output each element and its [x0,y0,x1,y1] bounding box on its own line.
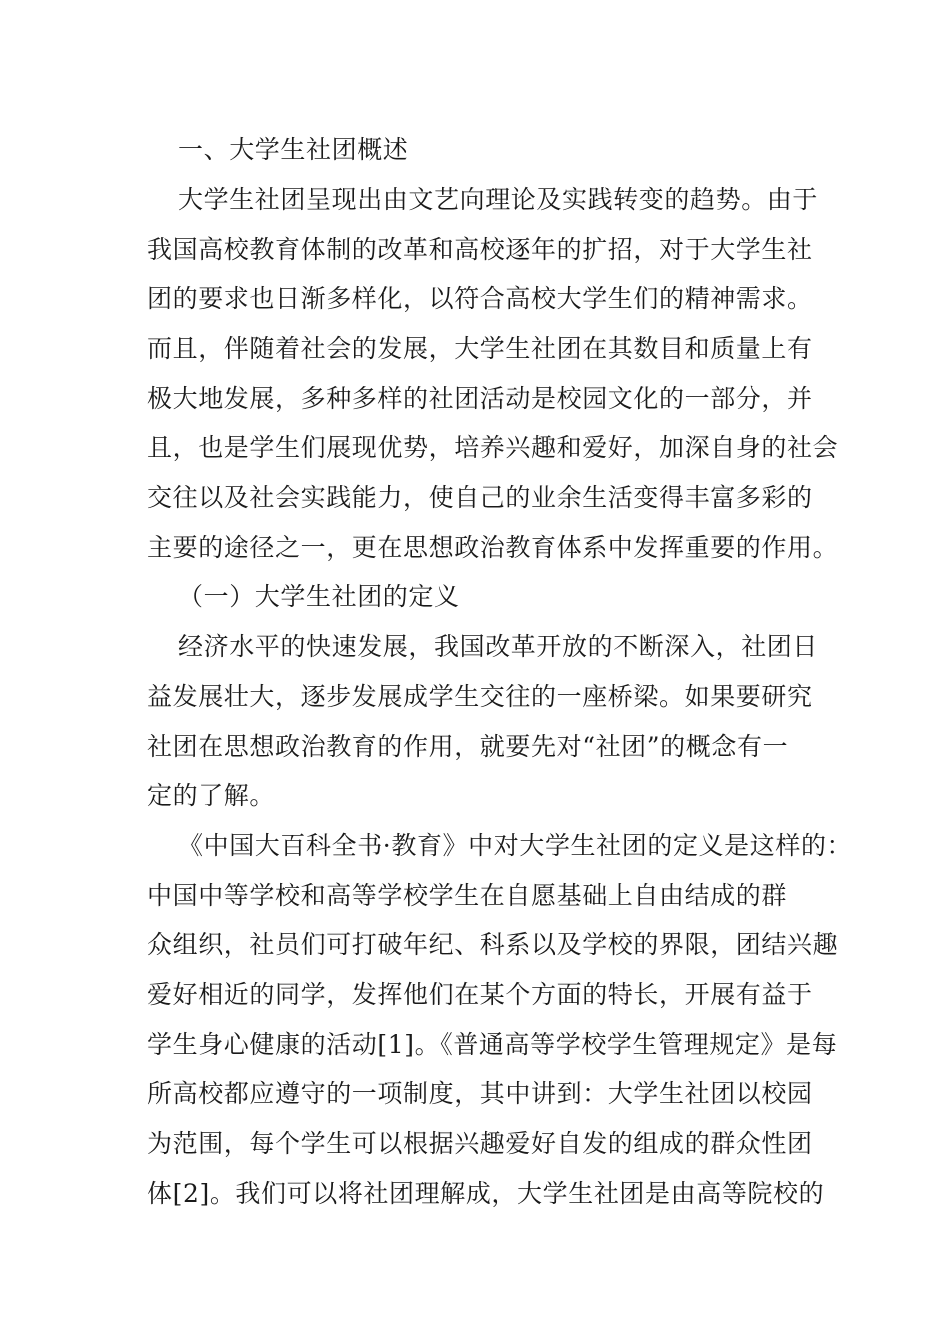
section-heading: 一、大学生社团概述 [178,135,409,164]
paragraph-line: 体[2]。我们可以将社团理解成，大学生社团是由高等院校的 [147,1179,825,1208]
paragraph-line: 交往以及社会实践能力，使自己的业余生活变得丰富多彩的 [147,483,813,512]
paragraph-line: 爱好相近的同学，发挥他们在某个方面的特长，开展有益于 [147,980,813,1009]
paragraph-line: 大学生社团呈现出由文艺向理论及实践转变的趋势。由于 [178,185,819,214]
paragraph-line: 益发展壮大，逐步发展成学生交往的一座桥梁。如果要研究 [147,682,813,711]
paragraph-line: 《中国大百科全书·教育》中对大学生社团的定义是这样的： [178,831,853,860]
paragraph-line: 定的了解。 [147,781,276,810]
paragraph-line: 所高校都应遵守的一项制度，其中讲到：大学生社团以校园 [147,1079,813,1108]
paragraph-line: 而且，伴随着社会的发展，大学生社团在其数目和质量上有 [147,334,813,363]
paragraph-line: 且，也是学生们展现优势，培养兴趣和爱好，加深自身的社会 [147,433,839,462]
paragraph-line: 学生身心健康的活动[1]。《普通高等学校学生管理规定》是每 [147,1030,838,1059]
paragraph-line: 众组织，社员们可打破年纪、科系以及学校的界限，团结兴趣 [147,930,839,959]
paragraph-line: 经济水平的快速发展，我国改革开放的不断深入，社团日 [178,632,819,661]
paragraph-line: 极大地发展，多种多样的社团活动是校园文化的一部分，并 [147,384,813,413]
subsection-heading: （一）大学生社团的定义 [178,582,460,611]
paragraph-line: 我国高校教育体制的改革和高校逐年的扩招，对于大学生社 [147,235,813,264]
paragraph-line: 中国中等学校和高等学校学生在自愿基础上自由结成的群 [147,881,788,910]
paragraph-line: 社团在思想政治教育的作用，就要先对“社团”的概念有一 [147,732,789,761]
paragraph-line: 为范围，每个学生可以根据兴趣爱好自发的组成的群众性团 [147,1129,813,1158]
paragraph-line: 主要的途径之一，更在思想政治教育体系中发挥重要的作用。 [147,533,839,562]
paragraph-line: 团的要求也日渐多样化，以符合高校大学生们的精神需求。 [147,284,813,313]
